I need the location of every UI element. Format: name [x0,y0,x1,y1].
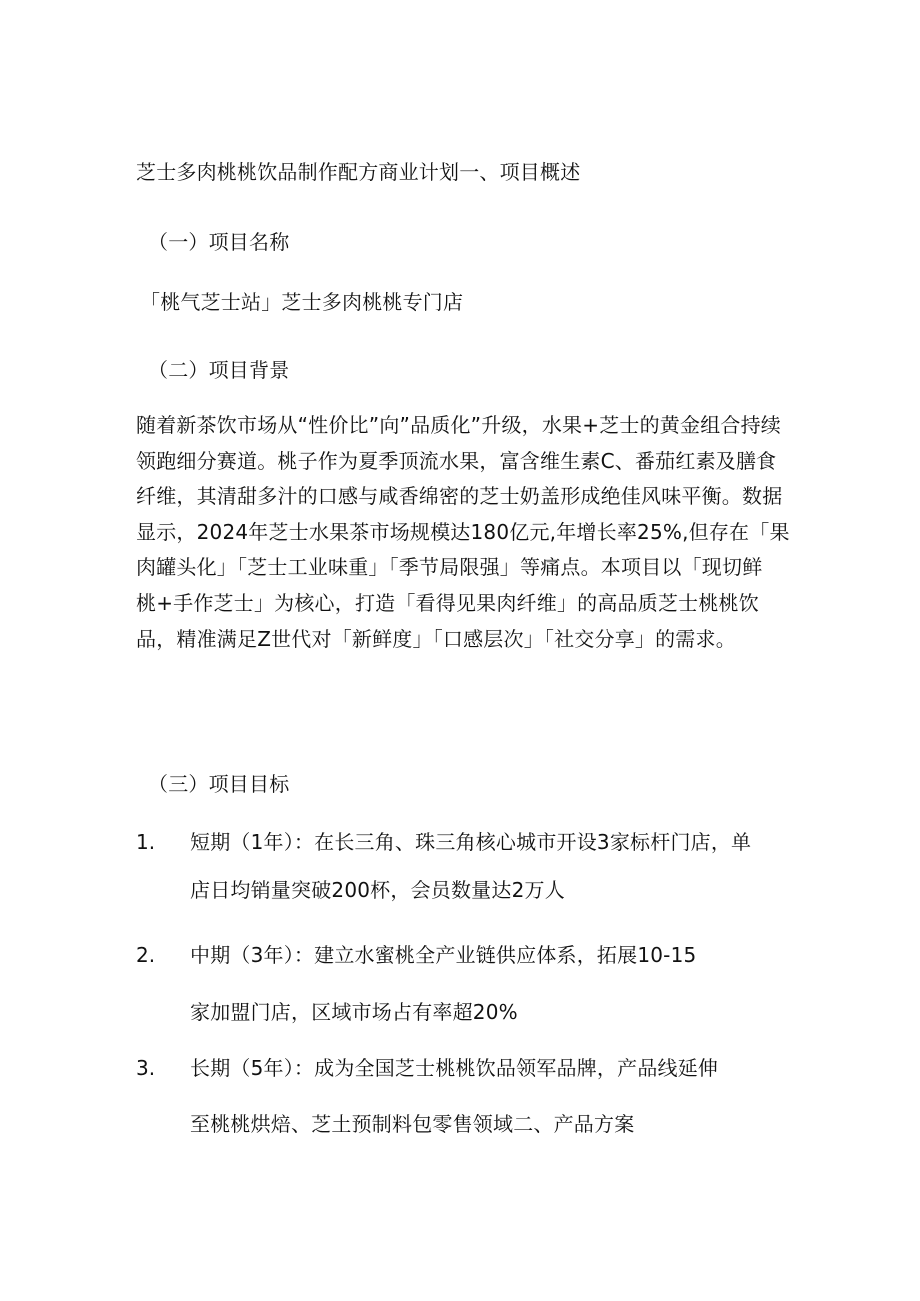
paragraph-line: 肉罐头化」「芝士工业味重」「季节局限强」等痛点。本项目以「现切鲜 [136,555,763,580]
project-background-paragraph [136,413,796,662]
goal-text: 长期（5年）：成为全国芝士桃桃饮品领军品牌，产品线延伸 [190,1056,719,1080]
section-heading-project-name: （一）项目名称 [148,230,290,254]
goal-text: 短期（1年）：在长三角、珠三角核心城市开设3家标杆门店，单 [190,830,752,854]
document-title: 芝士多肉桃桃饮品制作配方商业计划一、项目概述 [136,160,581,184]
goal-number: 3. [136,1056,156,1080]
goal-number: 2. [136,943,156,967]
section-heading-project-background: （二）项目背景 [148,358,290,382]
goal-text: 中期（3年）：建立水蜜桃全产业链供应体系，拓展10-15 [190,943,697,967]
paragraph-line: 领跑细分赛道。桃子作为夏季顶流水果，富含维生素C、番茄红素及膳食 [136,448,777,473]
goal-text-continued: 至桃桃烘焙、芝土预制料包零售领域二、产品方案 [190,1112,635,1136]
paragraph-line: 纤维，其清甜多汁的口感与咸香绵密的芝士奶盖形成绝佳风味平衡。数据 [136,484,783,509]
project-name-text: 「桃气芝士站」芝士多肉桃桃专门店 [140,290,464,314]
goal-text-continued: 店日均销量突破200杯，会员数量达2万人 [190,878,565,902]
paragraph-line: 随着新茶饮市场从“性价比”向”品质化”升级，水果+芝士的黄金组合持续 [136,413,782,437]
paragraph-line: 显示，2024年芝士水果茶市场规模达180亿元,年增长率25%,但存在「果 [136,519,790,544]
paragraph-line: 品，精准满足Z世代对「新鲜度」「口感层次」「社交分享」的需求。 [136,626,736,651]
goal-number: 1. [136,830,156,854]
section-heading-project-goals: （三）项目目标 [148,772,290,796]
goal-text-continued: 家加盟门店，区域市场占有率超20% [190,1000,518,1024]
paragraph-line: 桃+手作芝士」为核心，打造「看得见果肉纤维」的高品质芝士桃桃饮 [136,590,759,615]
